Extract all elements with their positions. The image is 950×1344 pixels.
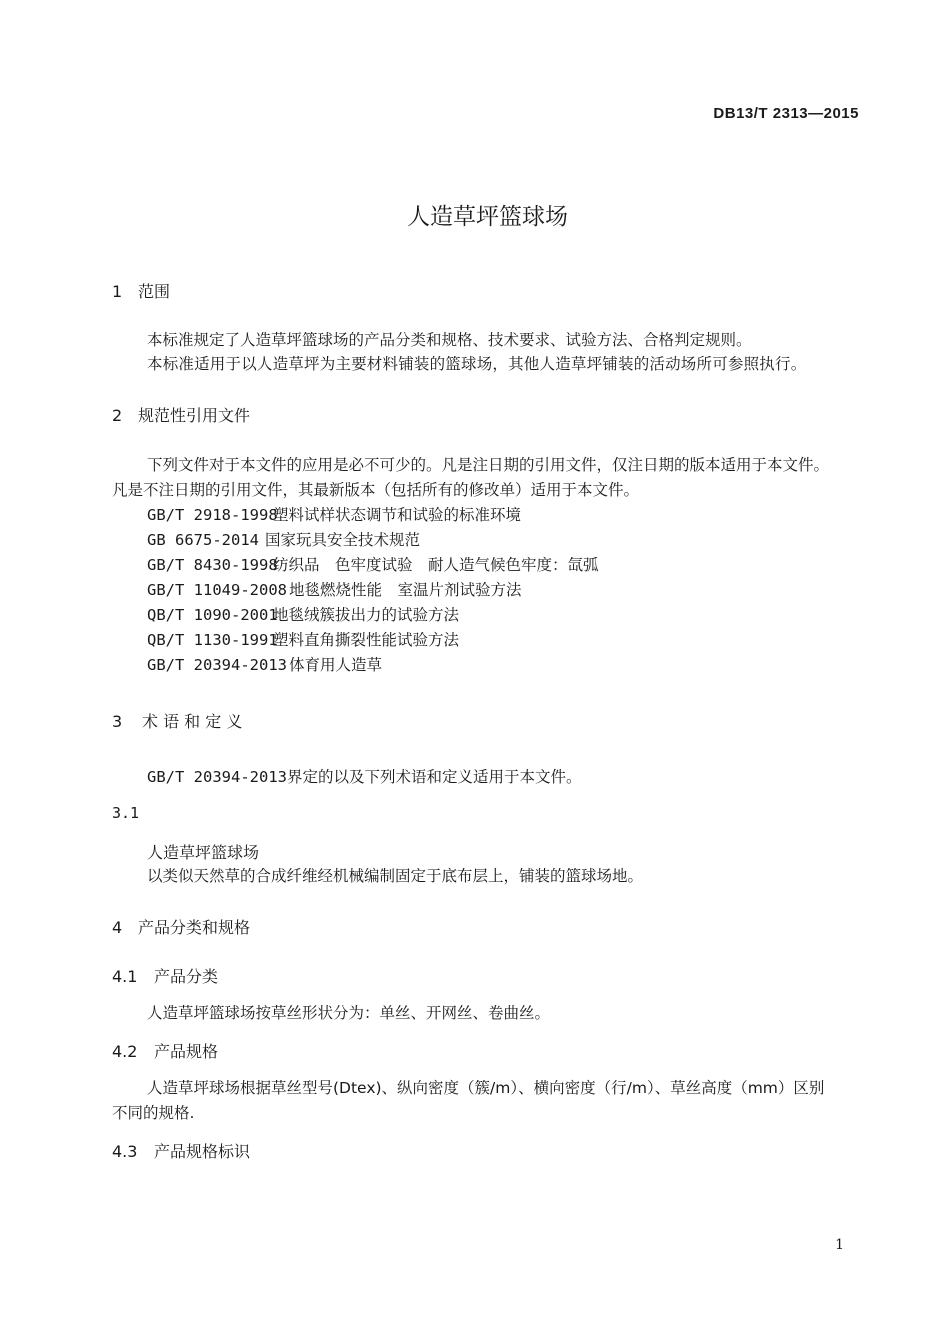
document-title: 人造草坪篮球场 (407, 204, 568, 230)
section-title: 产品分类和规格 (138, 918, 251, 937)
section-2-intro-line-2: 凡是不注日期的引用文件，其最新版本（包括所有的修改单）适用于本文件。 (112, 481, 640, 499)
section-number: 1 (112, 282, 123, 301)
subsection-title: 产品分类 (154, 967, 219, 986)
section-title: 规范性引用文件 (138, 406, 251, 425)
subsection-4-2-text-line-2: 不同的规格. (112, 1104, 195, 1122)
reference-item (147, 503, 521, 525)
reference-item (147, 603, 459, 625)
reference-code: GB/T 2918-1998 (147, 506, 278, 524)
section-title: 范围 (138, 282, 171, 301)
term-definition: 以类似天然草的合成纤维经机械编制固定于底布层上，铺装的篮球场地。 (147, 867, 644, 885)
term-name: 人造草坪篮球场 (147, 843, 260, 862)
section-number: 3 (112, 712, 123, 731)
subsection-4-1-heading (112, 964, 218, 987)
reference-title: 国家玩具安全技术规范 (265, 531, 421, 549)
reference-item (147, 628, 459, 650)
subsection-title: 产品规格 (154, 1042, 219, 1061)
reference-item (147, 528, 420, 550)
reference-title: 地毯燃烧性能 室温片剂试验方法 (289, 581, 522, 599)
reference-code: QB/T 1130-1991 (147, 631, 278, 649)
reference-title: 体育用人造草 (289, 656, 383, 674)
reference-item (147, 653, 382, 675)
subsection-4-1-text: 人造草坪篮球场按草丝形状分为：单丝、开网丝、卷曲丝。 (147, 1004, 551, 1022)
section-number: 2 (112, 406, 123, 425)
reference-title: 塑料试样状态调节和试验的标准环境 (273, 506, 522, 524)
subsection-4-2-text-line-1: 人造草坪球场根据草丝型号(Dtex)、纵向密度（簇/m）、横向密度（行/m）、草丝高度（mm）区别 (147, 1079, 825, 1097)
section-4-heading (112, 915, 250, 938)
section-3-intro-text: GB/T 20394-2013界定的以及下列术语和定义适用于本文件。 (147, 768, 582, 786)
section-1-heading (112, 279, 170, 302)
subsection-number: 4.1 (112, 967, 138, 986)
subsection-number: 4.3 (112, 1142, 138, 1161)
section-3-heading (112, 709, 242, 732)
reference-code: GB 6675-2014 (147, 531, 259, 549)
reference-code: GB/T 8430-1998 (147, 556, 278, 574)
document-code: DB13/T 2313—2015 (713, 105, 859, 122)
reference-code: GB/T 11049-2008 (147, 581, 287, 599)
reference-code: GB/T 20394-2013 (147, 656, 287, 674)
reference-title: 地毯绒簇拔出力的试验方法 (273, 606, 460, 624)
subsection-title: 产品规格标识 (154, 1142, 251, 1161)
section-3-intro (147, 765, 581, 787)
subsection-3-1-number: 3.1 (112, 804, 140, 822)
reference-title: 纺织品 色牢度试验 耐人造气候色牢度：氙弧 (273, 556, 599, 574)
reference-item (147, 578, 522, 600)
page-number: 1 (835, 1237, 844, 1253)
subsection-4-2-heading (112, 1039, 218, 1062)
subsection-4-3-heading (112, 1139, 250, 1162)
reference-item (147, 553, 599, 575)
reference-title: 塑料直角撕裂性能试验方法 (273, 631, 460, 649)
reference-code: QB/T 1090-2001 (147, 606, 278, 624)
section-2-intro-line-1: 下列文件对于本文件的应用是必不可少的。凡是注日期的引用文件，仅注日期的版本适用于本文件。 (147, 456, 830, 474)
subsection-number: 4.2 (112, 1042, 138, 1061)
section-1-paragraph-1: 本标准规定了人造草坪篮球场的产品分类和规格、技术要求、试验方法、合格判定规则。 (147, 331, 752, 349)
section-1-paragraph-2: 本标准适用于以人造草坪为主要材料铺装的篮球场，其他人造草坪铺装的活动场所可参照执行。 (147, 355, 807, 373)
section-2-heading (112, 403, 250, 426)
section-title: 术 语 和 定 义 (142, 712, 243, 731)
section-number: 4 (112, 918, 123, 937)
